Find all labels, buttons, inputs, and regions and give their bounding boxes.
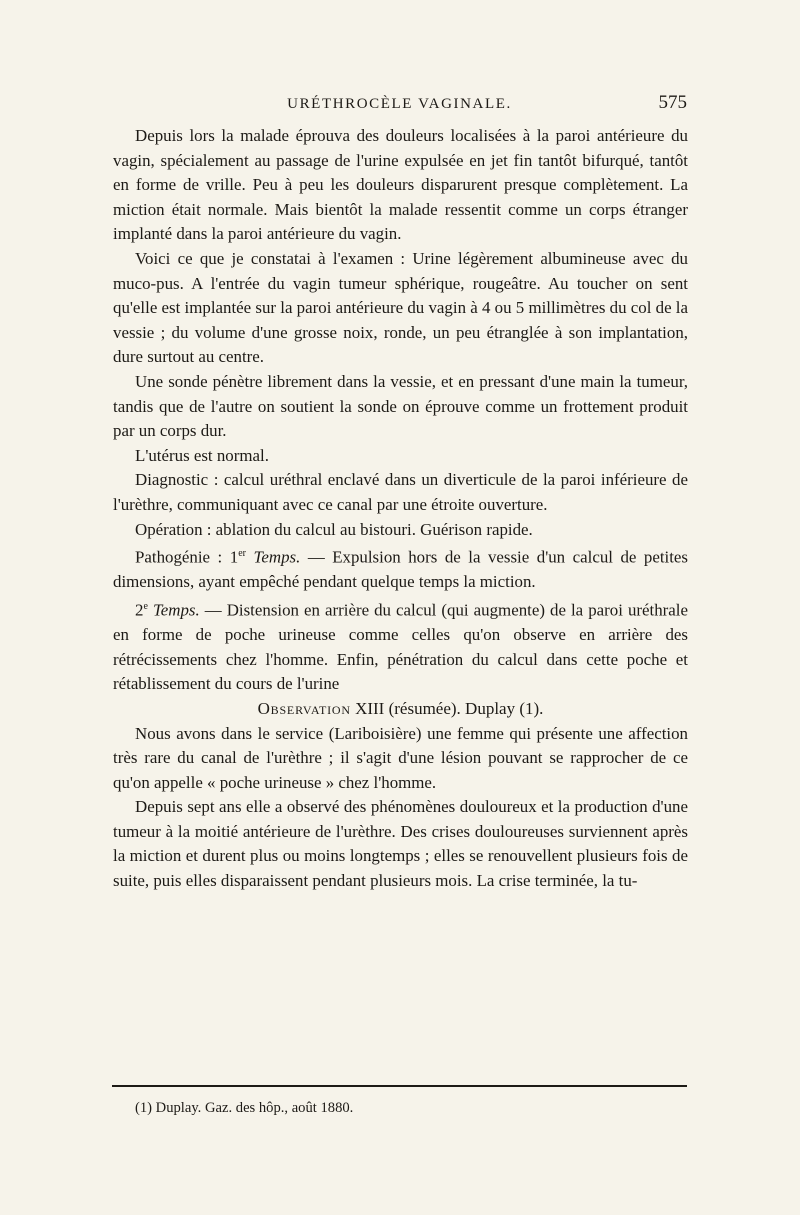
pathogenie-paragraph [113, 542, 688, 595]
page-number: 575 [658, 92, 687, 113]
paragraph: Depuis lors la malade éprouva des douleurs localisées à la paroi antérieure du vagin, spécialement au passage de l'urine expulsée en jet fin tantôt bifurqué, tantôt en forme de vrille. Peu à peu les douleurs disparurent presque complètement. La miction était normale. Mais bientôt la malade ressentit comme un corps étranger implanté dans la paroi antérieure du vagin. [113, 126, 688, 244]
paragraph: Diagnostic : calcul uréthral enclavé dans un diverticule de la paroi inférieure de l'urèthre, communiquant avec ce canal par une étroite ouverture. [113, 470, 688, 514]
body-text [113, 124, 688, 894]
paragraph: Opération : ablation du calcul au bistouri. Guérison rapide. [135, 519, 533, 539]
second-temps-text: — Distension en arrière du calcul (qui augmente) de la paroi uréthrale en forme de poche urineuse comme celles qu'on observe en arrière des rétrécissements chez l'homme. Enfin, pénétration du calcul dans cette poche et rétablissement du cours de l'urine [113, 600, 688, 694]
paragraph: L'utérus est normal. [135, 445, 269, 465]
paragraph: Nous avons dans le service (Lariboisière) une femme qui présente une affection très rare du canal de l'urèthre ; il s'agit d'une lésion pouvant se rapprocher de ce qu'on appelle « poche urineuse » chez l'homme. [113, 723, 688, 792]
second-ordinal: 2 [135, 600, 144, 620]
observation-heading [113, 697, 688, 722]
first-ordinal: 1 [229, 547, 239, 567]
footnote: (1) Duplay. Gaz. des hôp., août 1880. [135, 1100, 354, 1116]
paragraph: Une sonde pénètre librement dans la vessie, et en pressant d'une main la tumeur, tandis que de l'autre on soutient la sonde on éprouve comme un frottement produit par un corps dur. [113, 371, 688, 441]
second-temps: Temps. [152, 600, 200, 620]
observation-title: XIII (résumée). Duplay (1). [355, 698, 544, 718]
running-title: URÉTHROCÈLE VAGINALE. [287, 96, 512, 112]
first-temps: Temps. [253, 547, 301, 567]
first-ordinal-suffix: er [238, 548, 247, 560]
pathogenie-label: Pathogénie : [135, 547, 223, 567]
page-header [112, 92, 687, 120]
footnote-rule [112, 1085, 687, 1087]
paragraph: Depuis sept ans elle a observé des phénomènes douloureux et la production d'une tumeur à la moitié antérieure de l'urèthre. Des crises douloureuses surviennent après la miction et durent plus ou moins longtemps ; elles se renouvellent plusieurs fois de suite, puis elles disparaissent pendant plusieurs mois. La crise terminée, la tu- [113, 797, 688, 891]
observation-label: Observation [257, 698, 351, 718]
second-temps-paragraph [113, 595, 688, 697]
second-ordinal-suffix: e [143, 600, 148, 612]
first-temps-text: — Expulsion hors de la vessie d'un calcul de petites dimensions, ayant empêché pendant quelque temps la miction. [113, 547, 689, 592]
paragraph: Voici ce que je constatai à l'examen : Urine légèrement albumineuse avec du muco-pus. A l'entrée du vagin tumeur sphérique, rougeâtre. Au toucher on sent qu'elle est implantée sur la paroi antérieure du vagin à 4 ou 5 millimètres du col de la vessie ; du volume d'une grosse noix, ronde, un peu étranglée à son implantation, dure surtout au centre. [113, 248, 688, 367]
